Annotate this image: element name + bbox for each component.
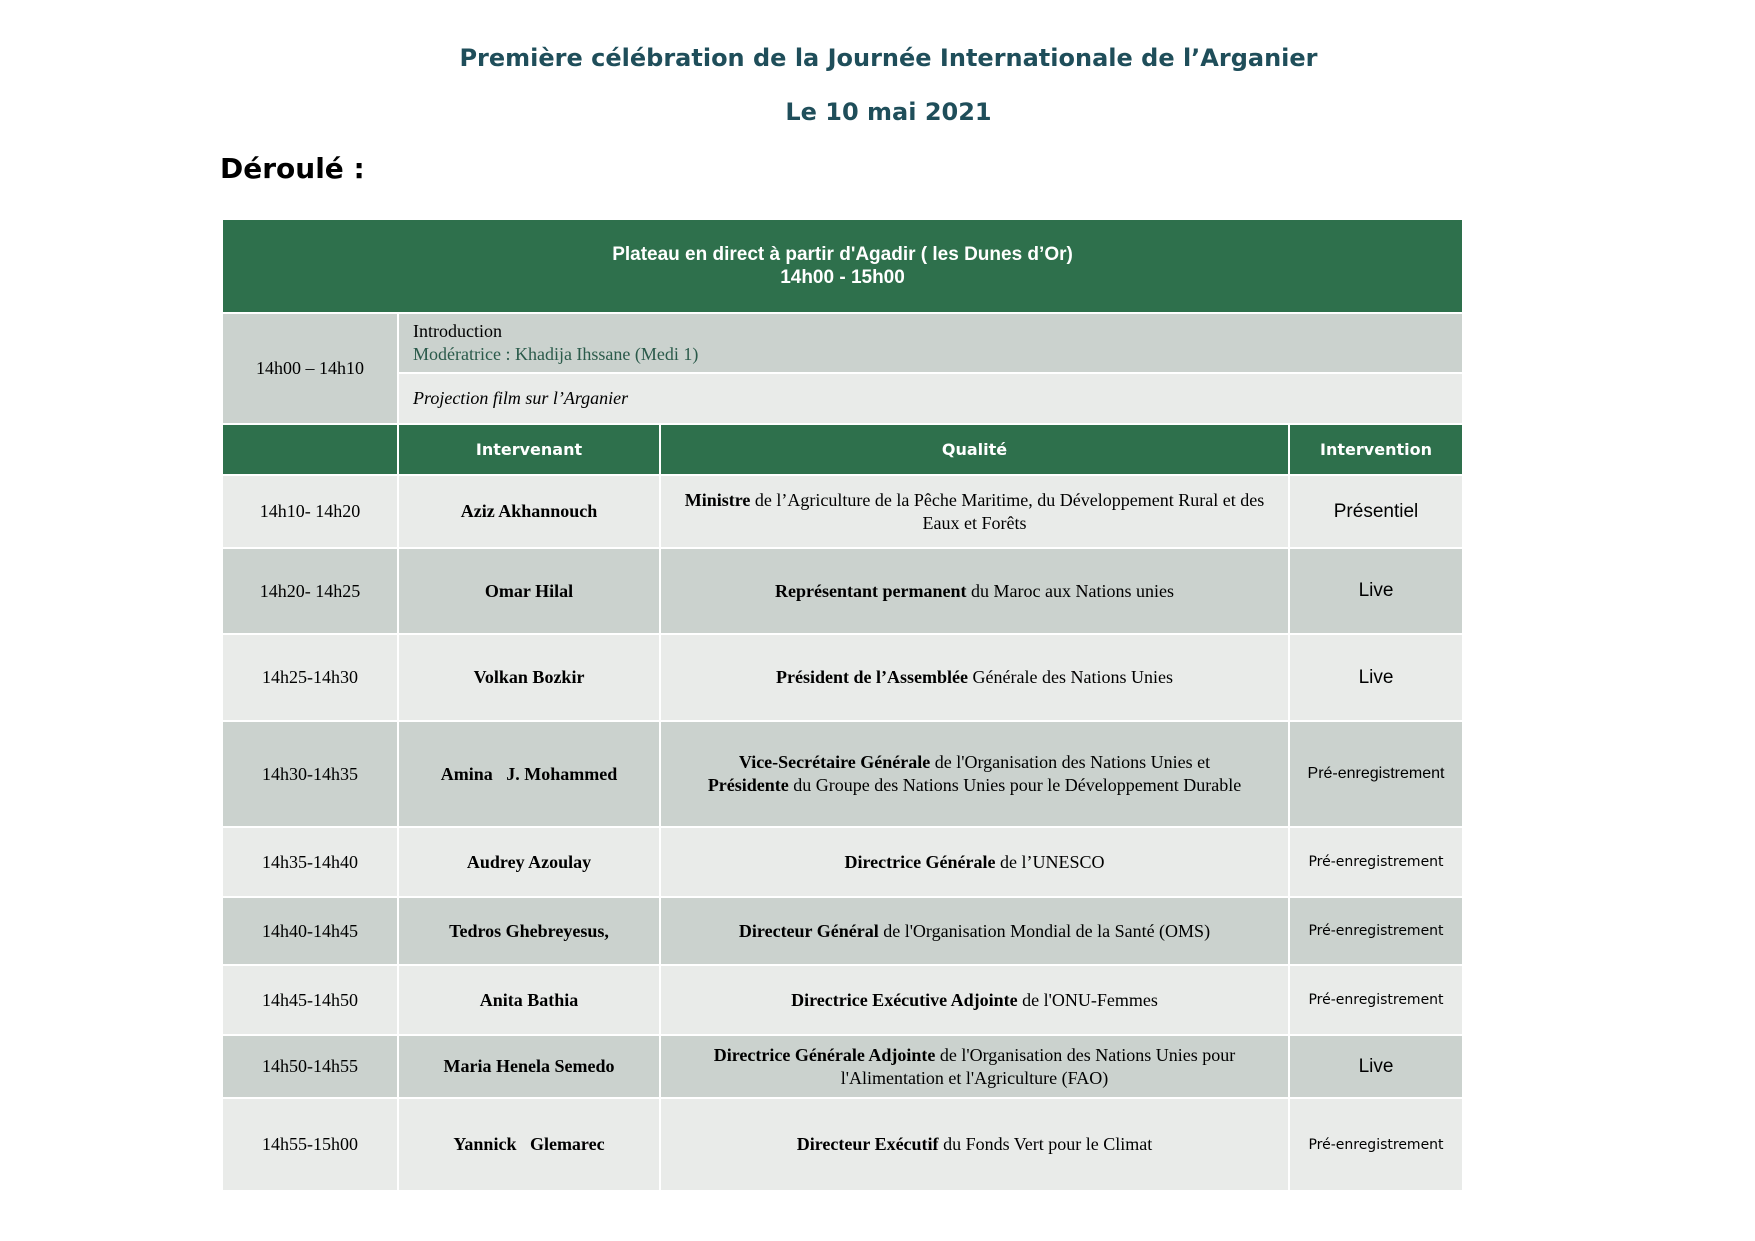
quality-detail: du Fonds Vert pour le Climat (938, 1134, 1153, 1154)
banner-cell (222, 219, 1463, 313)
row-speaker: Aziz Akhannouch (398, 475, 660, 548)
row-speaker: Audrey Azoulay (398, 827, 660, 897)
row-mode: Présentiel (1289, 475, 1463, 548)
header-time (222, 424, 398, 475)
row-time: 14h10- 14h20 (222, 475, 398, 548)
row-time: 14h35-14h40 (222, 827, 398, 897)
intro-moderator: Modératrice : Khadija Ihssane (Medi 1) (413, 344, 699, 364)
header-mode: Intervention (1289, 424, 1463, 475)
row-quality (660, 827, 1289, 897)
row-quality (660, 548, 1289, 634)
row-mode: Pré-enregistrement (1289, 827, 1463, 897)
table-row (222, 475, 1463, 548)
row-time: 14h30-14h35 (222, 721, 398, 827)
quality-title: Directeur Exécutif (796, 1134, 939, 1154)
row-time: 14h55-15h00 (222, 1098, 398, 1191)
quality-title: Président de l’Assemblée (776, 667, 969, 687)
row-speaker: Anita Bathia (398, 965, 660, 1035)
column-header-row (222, 424, 1463, 475)
row-quality (660, 1098, 1289, 1191)
quality-detail: de l'Organisation des Nations Unies pour l'Alimentation et l'Agriculture (FAO) (840, 1044, 1236, 1088)
banner-location: Plateau en direct à partir d'Agadir ( les Dunes d’Or) (612, 244, 1073, 265)
quality-detail-2: du Groupe des Nations Unies pour le Développement Durable (788, 775, 1242, 795)
row-speaker: Volkan Bozkir (398, 634, 660, 721)
program-table (221, 218, 1464, 1192)
quality-title-2: Présidente (707, 775, 789, 795)
table-row (222, 634, 1463, 721)
row-quality (660, 1035, 1289, 1098)
quality-detail: du Maroc aux Nations unies (966, 580, 1174, 601)
row-time: 14h50-14h55 (222, 1035, 398, 1098)
intro-cell (398, 313, 1463, 373)
quality-detail: de l'ONU-Femmes (1017, 989, 1158, 1010)
row-mode: Live (1289, 1035, 1463, 1098)
row-quality (660, 721, 1289, 827)
quality-line (675, 751, 1274, 774)
row-speaker: Maria Henela Semedo (398, 1035, 660, 1098)
page-title: Première célébration de la Journée Internationale de l’Arganier (459, 44, 1318, 72)
row-quality (660, 634, 1289, 721)
intro-row (222, 313, 1463, 373)
row-quality (660, 897, 1289, 965)
quality-line (675, 774, 1274, 797)
header-quality: Qualité (660, 424, 1289, 475)
table-row (222, 1098, 1463, 1191)
row-speaker: Amina J. Mohammed (398, 721, 660, 827)
quality-title: Directrice Générale (844, 851, 996, 872)
quality-title: Représentant permanent (775, 580, 967, 601)
row-speaker: Tedros Ghebreyesus, (398, 897, 660, 965)
quality-title: Directeur Général (738, 920, 879, 941)
row-speaker: Omar Hilal (398, 548, 660, 634)
quality-detail: de l'Organisation des Nations Unies et (930, 752, 1211, 772)
film-row (222, 373, 1463, 424)
table-row (222, 827, 1463, 897)
intro-time: 14h00 – 14h10 (222, 313, 398, 424)
table-row (222, 721, 1463, 827)
row-mode: Pré-enregistrement (1289, 1098, 1463, 1191)
table-row (222, 548, 1463, 634)
table-row (222, 897, 1463, 965)
quality-title: Vice-Secrétaire Générale (738, 752, 931, 772)
quality-detail: Générale des Nations Unies (968, 667, 1173, 687)
row-mode: Live (1289, 634, 1463, 721)
row-mode: Pré-enregistrement (1289, 721, 1463, 827)
intro-title: Introduction (413, 321, 502, 341)
table-row (222, 965, 1463, 1035)
quality-detail: de l’Agriculture de la Pêche Maritime, du Développement Rural et des Eaux et Forêts (750, 489, 1265, 533)
row-time: 14h25-14h30 (222, 634, 398, 721)
banner-time-range: 14h00 - 15h00 (780, 267, 905, 288)
row-time: 14h45-14h50 (222, 965, 398, 1035)
quality-title: Directrice Exécutive Adjointe (791, 989, 1018, 1010)
film-cell: Projection film sur l’Arganier (398, 373, 1463, 424)
section-title: Déroulé : (220, 152, 365, 185)
banner-row (222, 219, 1463, 313)
header-speaker: Intervenant (398, 424, 660, 475)
row-time: 14h40-14h45 (222, 897, 398, 965)
quality-detail: de l'Organisation Mondial de la Santé (OMS) (878, 920, 1211, 941)
quality-title: Directrice Générale Adjointe (713, 1044, 936, 1065)
row-time: 14h20- 14h25 (222, 548, 398, 634)
quality-detail: de l’UNESCO (995, 851, 1105, 872)
row-mode: Pré-enregistrement (1289, 897, 1463, 965)
row-mode: Pré-enregistrement (1289, 965, 1463, 1035)
row-quality (660, 965, 1289, 1035)
event-date: Le 10 mai 2021 (785, 98, 992, 126)
row-mode: Live (1289, 548, 1463, 634)
row-speaker: Yannick Glemarec (398, 1098, 660, 1191)
row-quality (660, 475, 1289, 548)
quality-title: Ministre (684, 489, 751, 510)
table-row (222, 1035, 1463, 1098)
